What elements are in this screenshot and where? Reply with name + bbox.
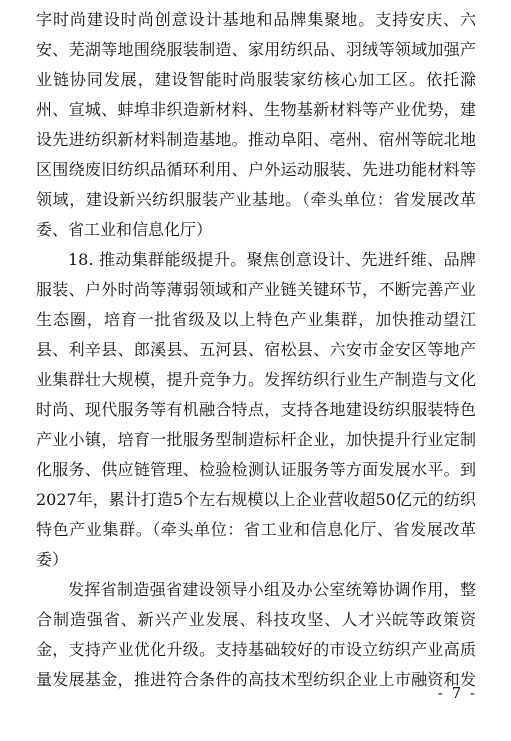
paragraph-line: 生态圈，培育一批省级及以上特色产业集群，加快推动望江	[36, 310, 476, 329]
paragraph-line: 化服务、供应链管理、检验检测认证服务等方面发展水平。到	[36, 460, 476, 479]
paragraph-line: 时尚、现代服务等有机融合特点，支持各地建设纺织服装特色	[36, 400, 476, 419]
section-heading-line: 18. 推动集群能级提升。聚焦创意设计、先进纤维、品牌	[68, 250, 476, 269]
paragraph-line: 量发展基金，推进符合条件的高技术型纺织企业上市融资和发	[36, 670, 476, 689]
paragraph-line: 合制造强省、新兴产业发展、科技攻坚、人才兴皖等政策资	[36, 610, 476, 629]
paragraph-line: 领域，建设新兴纺织服装产业基地。（牵头单位：省发展改革	[36, 190, 476, 209]
paragraph-line: 委）	[36, 550, 69, 569]
paragraph-line: 区围绕废旧纺织品循环利用、户外运动服装、先进功能材料等	[36, 160, 476, 179]
paragraph-line: 2027年，累计打造5个左右规模以上企业营收超50亿元的纺织	[36, 490, 476, 509]
paragraph-line: 安、芜湖等地围绕服装制造、家用纺织品、羽绒等领域加强产	[36, 40, 476, 59]
paragraph-line: 发挥省制造强省建设领导小组及办公室统筹协调作用，整	[68, 580, 476, 599]
paragraph-line: 特色产业集群。（牵头单位：省工业和信息化厅、省发展改革	[36, 520, 476, 539]
page-number: - 7 -	[437, 684, 477, 702]
paragraph-line: 设先进纺织新材料制造基地。推动阜阳、亳州、宿州等皖北地	[36, 130, 476, 149]
paragraph-line: 业集群壮大规模，提升竞争力。发挥纺织行业生产制造与文化	[36, 370, 476, 389]
paragraph-line: 业链协同发展，建设智能时尚服装家纺核心加工区。依托滁	[36, 70, 476, 89]
paragraph-line: 县、利辛县、郎溪县、五河县、宿松县、六安市金安区等地产	[36, 340, 476, 359]
paragraph-line: 产业小镇，培育一批服务型制造标杆企业，加快提升行业定制	[36, 430, 476, 449]
paragraph-line: 服装、户外时尚等薄弱领域和产业链关键环节，不断完善产业	[36, 280, 476, 299]
paragraph-line: 委、省工业和信息化厅）	[36, 220, 213, 239]
paragraph-line: 字时尚建设时尚创意设计基地和品牌集聚地。支持安庆、六	[36, 10, 476, 29]
paragraph-line: 金，支持产业优化升级。支持基础较好的市设立纺织产业高质	[36, 640, 476, 659]
paragraph-line: 州、宣城、蚌埠非织造新材料、生物基新材料等产业优势，建	[36, 100, 476, 119]
